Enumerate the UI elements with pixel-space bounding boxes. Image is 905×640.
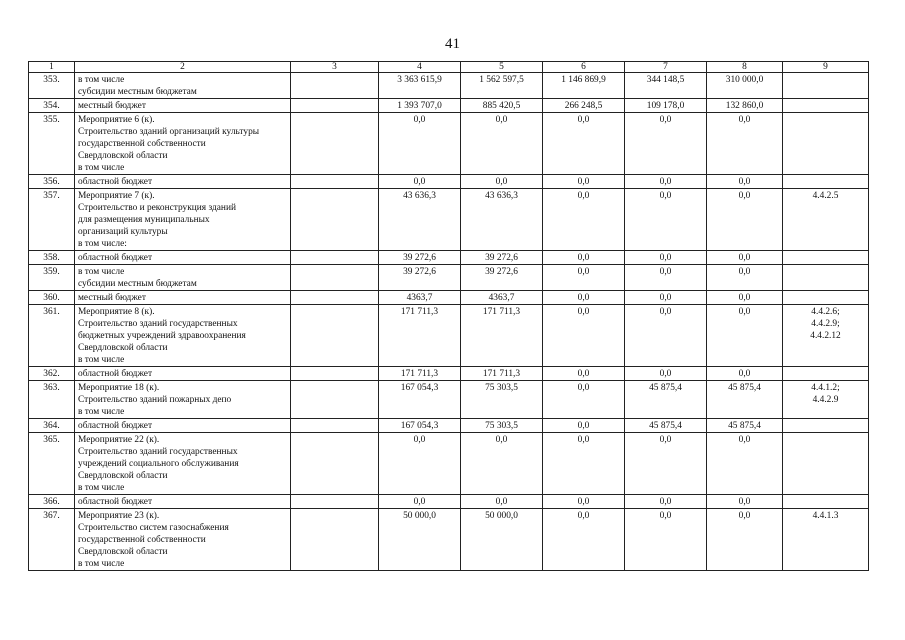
target-index: 4.4.2.5 <box>812 191 839 201</box>
cell-col-3 <box>291 251 379 265</box>
cell-col-3 <box>291 305 379 367</box>
description-line: областной бюджет <box>78 177 153 187</box>
cell-col-9 <box>783 433 869 495</box>
cell-col-5: 0,0 <box>461 433 543 495</box>
cell-col-9 <box>783 113 869 175</box>
cell-col-3 <box>291 495 379 509</box>
description-line: областной бюджет <box>78 497 153 507</box>
row-description <box>75 175 291 189</box>
row-description <box>75 381 291 419</box>
table-row <box>29 509 869 571</box>
description-line: Строительство зданий пожарных депо <box>78 395 232 405</box>
description-line: Мероприятие 8 (к). <box>78 307 155 317</box>
cell-col-9 <box>783 367 869 381</box>
cell-col-8: 0,0 <box>707 251 783 265</box>
cell-col-7: 0,0 <box>625 433 707 495</box>
cell-col-7: 0,0 <box>625 265 707 291</box>
row-description <box>75 291 291 305</box>
row-number: 366. <box>29 495 75 509</box>
description-line: в том числе <box>78 483 125 493</box>
cell-col-9 <box>783 265 869 291</box>
description-line: бюджетных учреждений здравоохранения <box>78 331 246 341</box>
column-header-3: 3 <box>291 62 379 73</box>
description-line: в том числе <box>78 407 125 417</box>
cell-col-4: 50 000,0 <box>379 509 461 571</box>
cell-col-4: 171 711,3 <box>379 305 461 367</box>
row-number: 353. <box>29 73 75 99</box>
cell-col-4: 167 054,3 <box>379 381 461 419</box>
budget-table <box>28 61 869 571</box>
row-number: 354. <box>29 99 75 113</box>
column-header-5: 5 <box>461 62 543 73</box>
row-description <box>75 509 291 571</box>
cell-col-8: 310 000,0 <box>707 73 783 99</box>
description-line: областной бюджет <box>78 369 153 379</box>
table-row <box>29 419 869 433</box>
description-line: областной бюджет <box>78 421 153 431</box>
cell-col-5: 39 272,6 <box>461 251 543 265</box>
description-line: Мероприятие 22 (к). <box>78 435 160 445</box>
cell-col-7: 0,0 <box>625 113 707 175</box>
cell-col-8: 0,0 <box>707 291 783 305</box>
table-row <box>29 265 869 291</box>
cell-col-7: 45 875,4 <box>625 381 707 419</box>
cell-col-6: 0,0 <box>543 113 625 175</box>
cell-col-7: 0,0 <box>625 367 707 381</box>
cell-col-8: 0,0 <box>707 189 783 251</box>
description-line: Мероприятие 23 (к). <box>78 511 160 521</box>
row-description <box>75 305 291 367</box>
column-header-8: 8 <box>707 62 783 73</box>
cell-col-6: 0,0 <box>543 433 625 495</box>
table-row <box>29 433 869 495</box>
cell-col-8: 45 875,4 <box>707 381 783 419</box>
row-description <box>75 419 291 433</box>
cell-col-3 <box>291 419 379 433</box>
description-line: Строительство зданий государственных <box>78 447 238 457</box>
row-description <box>75 189 291 251</box>
row-number: 360. <box>29 291 75 305</box>
row-number: 359. <box>29 265 75 291</box>
cell-col-5: 0,0 <box>461 495 543 509</box>
cell-col-6: 0,0 <box>543 381 625 419</box>
page-number: 41 <box>445 36 460 52</box>
description-line: учреждений социального обслуживания <box>78 459 239 469</box>
description-line: в том числе <box>78 163 125 173</box>
description-line: в том числе <box>78 559 125 569</box>
cell-col-8: 132 860,0 <box>707 99 783 113</box>
target-index: 4.4.2.12 <box>810 331 841 341</box>
description-line: Свердловской области <box>78 343 168 353</box>
target-index: 4.4.2.9; <box>811 319 840 329</box>
cell-col-9 <box>783 251 869 265</box>
row-description <box>75 73 291 99</box>
cell-col-3 <box>291 189 379 251</box>
table-body <box>29 73 869 571</box>
description-line: Свердловской области <box>78 547 168 557</box>
cell-col-9 <box>783 419 869 433</box>
cell-col-9 <box>783 189 869 251</box>
cell-col-3 <box>291 367 379 381</box>
cell-col-7: 0,0 <box>625 509 707 571</box>
cell-col-9 <box>783 175 869 189</box>
row-number: 363. <box>29 381 75 419</box>
cell-col-3 <box>291 113 379 175</box>
cell-col-8: 0,0 <box>707 265 783 291</box>
cell-col-3 <box>291 509 379 571</box>
cell-col-5: 171 711,3 <box>461 367 543 381</box>
cell-col-7: 109 178,0 <box>625 99 707 113</box>
table-row <box>29 381 869 419</box>
table-row <box>29 113 869 175</box>
column-header-4: 4 <box>379 62 461 73</box>
target-index: 4.4.2.9 <box>812 395 839 405</box>
column-header-2: 2 <box>75 62 291 73</box>
cell-col-3 <box>291 291 379 305</box>
cell-col-6: 0,0 <box>543 291 625 305</box>
cell-col-5: 0,0 <box>461 113 543 175</box>
cell-col-3 <box>291 265 379 291</box>
cell-col-6: 0,0 <box>543 189 625 251</box>
row-number: 364. <box>29 419 75 433</box>
row-number: 362. <box>29 367 75 381</box>
cell-col-9 <box>783 73 869 99</box>
cell-col-9 <box>783 495 869 509</box>
description-line: Строительство зданий организаций культуры <box>78 127 260 137</box>
cell-col-4: 3 363 615,9 <box>379 73 461 99</box>
cell-col-7: 344 148,5 <box>625 73 707 99</box>
cell-col-3 <box>291 99 379 113</box>
row-number: 361. <box>29 305 75 367</box>
cell-col-9 <box>783 509 869 571</box>
cell-col-6: 0,0 <box>543 175 625 189</box>
cell-col-5: 4363,7 <box>461 291 543 305</box>
cell-col-5: 1 562 597,5 <box>461 73 543 99</box>
cell-col-4: 0,0 <box>379 495 461 509</box>
target-index: 4.4.1.2; <box>811 383 840 393</box>
cell-col-6: 0,0 <box>543 419 625 433</box>
row-description <box>75 495 291 509</box>
cell-col-7: 0,0 <box>625 189 707 251</box>
cell-col-6: 0,0 <box>543 251 625 265</box>
cell-col-5: 39 272,6 <box>461 265 543 291</box>
cell-col-7: 45 875,4 <box>625 419 707 433</box>
cell-col-6: 0,0 <box>543 367 625 381</box>
cell-col-8: 0,0 <box>707 175 783 189</box>
table-row <box>29 291 869 305</box>
cell-col-4: 171 711,3 <box>379 367 461 381</box>
description-line: в том числе <box>78 267 125 277</box>
description-line: местный бюджет <box>78 293 146 303</box>
table-row <box>29 305 869 367</box>
cell-col-7: 0,0 <box>625 495 707 509</box>
cell-col-4: 0,0 <box>379 175 461 189</box>
table-row <box>29 73 869 99</box>
description-line: для размещения муниципальных <box>78 215 210 225</box>
cell-col-6: 0,0 <box>543 495 625 509</box>
cell-col-8: 0,0 <box>707 113 783 175</box>
cell-col-6: 266 248,5 <box>543 99 625 113</box>
cell-col-3 <box>291 381 379 419</box>
cell-col-4: 1 393 707,0 <box>379 99 461 113</box>
cell-col-5: 0,0 <box>461 175 543 189</box>
cell-col-5: 43 636,3 <box>461 189 543 251</box>
cell-col-5: 75 303,5 <box>461 381 543 419</box>
description-line: Свердловской области <box>78 471 168 481</box>
cell-col-6: 0,0 <box>543 265 625 291</box>
target-index: 4.4.2.6; <box>811 307 840 317</box>
row-description <box>75 251 291 265</box>
description-line: Мероприятие 6 (к). <box>78 115 155 125</box>
row-description <box>75 367 291 381</box>
row-number: 367. <box>29 509 75 571</box>
cell-col-9 <box>783 99 869 113</box>
description-line: в том числе <box>78 75 125 85</box>
description-line: субсидии местным бюджетам <box>78 279 197 289</box>
cell-col-8: 0,0 <box>707 305 783 367</box>
column-header-1: 1 <box>29 62 75 73</box>
cell-col-4: 43 636,3 <box>379 189 461 251</box>
column-header-7: 7 <box>625 62 707 73</box>
table-row <box>29 367 869 381</box>
table-row <box>29 189 869 251</box>
cell-col-4: 39 272,6 <box>379 265 461 291</box>
cell-col-9 <box>783 305 869 367</box>
description-line: Свердловской области <box>78 151 168 161</box>
cell-col-4: 0,0 <box>379 433 461 495</box>
target-index: 4.4.1.3 <box>812 511 839 521</box>
cell-col-5: 171 711,3 <box>461 305 543 367</box>
cell-col-3 <box>291 433 379 495</box>
row-number: 356. <box>29 175 75 189</box>
row-description <box>75 113 291 175</box>
cell-col-5: 885 420,5 <box>461 99 543 113</box>
description-line: субсидии местным бюджетам <box>78 87 197 97</box>
description-line: областной бюджет <box>78 253 153 263</box>
cell-col-6: 0,0 <box>543 305 625 367</box>
row-number: 365. <box>29 433 75 495</box>
header-row <box>29 62 869 73</box>
row-number: 358. <box>29 251 75 265</box>
cell-col-7: 0,0 <box>625 291 707 305</box>
description-line: в том числе <box>78 355 125 365</box>
row-number: 355. <box>29 113 75 175</box>
cell-col-4: 4363,7 <box>379 291 461 305</box>
cell-col-8: 0,0 <box>707 495 783 509</box>
cell-col-3 <box>291 73 379 99</box>
description-line: Строительство и реконструкция зданий <box>78 203 236 213</box>
table-row <box>29 99 869 113</box>
column-header-6: 6 <box>543 62 625 73</box>
description-line: Строительство зданий государственных <box>78 319 238 329</box>
cell-col-8: 0,0 <box>707 367 783 381</box>
cell-col-8: 45 875,4 <box>707 419 783 433</box>
table-header <box>29 62 869 73</box>
table-row <box>29 495 869 509</box>
description-line: организаций культуры <box>78 227 168 237</box>
description-line: государственной собственности <box>78 535 206 545</box>
cell-col-6: 1 146 869,9 <box>543 73 625 99</box>
cell-col-5: 75 303,5 <box>461 419 543 433</box>
row-description <box>75 99 291 113</box>
table-row <box>29 251 869 265</box>
description-line: Строительство систем газоснабжения <box>78 523 229 533</box>
cell-col-8: 0,0 <box>707 509 783 571</box>
cell-col-9 <box>783 291 869 305</box>
row-description <box>75 265 291 291</box>
description-line: в том числе: <box>78 239 127 249</box>
table-row <box>29 175 869 189</box>
cell-col-7: 0,0 <box>625 305 707 367</box>
cell-col-6: 0,0 <box>543 509 625 571</box>
row-number: 357. <box>29 189 75 251</box>
cell-col-3 <box>291 175 379 189</box>
column-header-9: 9 <box>783 62 869 73</box>
cell-col-4: 39 272,6 <box>379 251 461 265</box>
cell-col-8: 0,0 <box>707 433 783 495</box>
cell-col-9 <box>783 381 869 419</box>
cell-col-7: 0,0 <box>625 251 707 265</box>
cell-col-4: 0,0 <box>379 113 461 175</box>
description-line: Мероприятие 18 (к). <box>78 383 160 393</box>
description-line: Мероприятие 7 (к). <box>78 191 155 201</box>
cell-col-5: 50 000,0 <box>461 509 543 571</box>
row-description <box>75 433 291 495</box>
description-line: государственной собственности <box>78 139 206 149</box>
cell-col-4: 167 054,3 <box>379 419 461 433</box>
description-line: местный бюджет <box>78 101 146 111</box>
cell-col-7: 0,0 <box>625 175 707 189</box>
